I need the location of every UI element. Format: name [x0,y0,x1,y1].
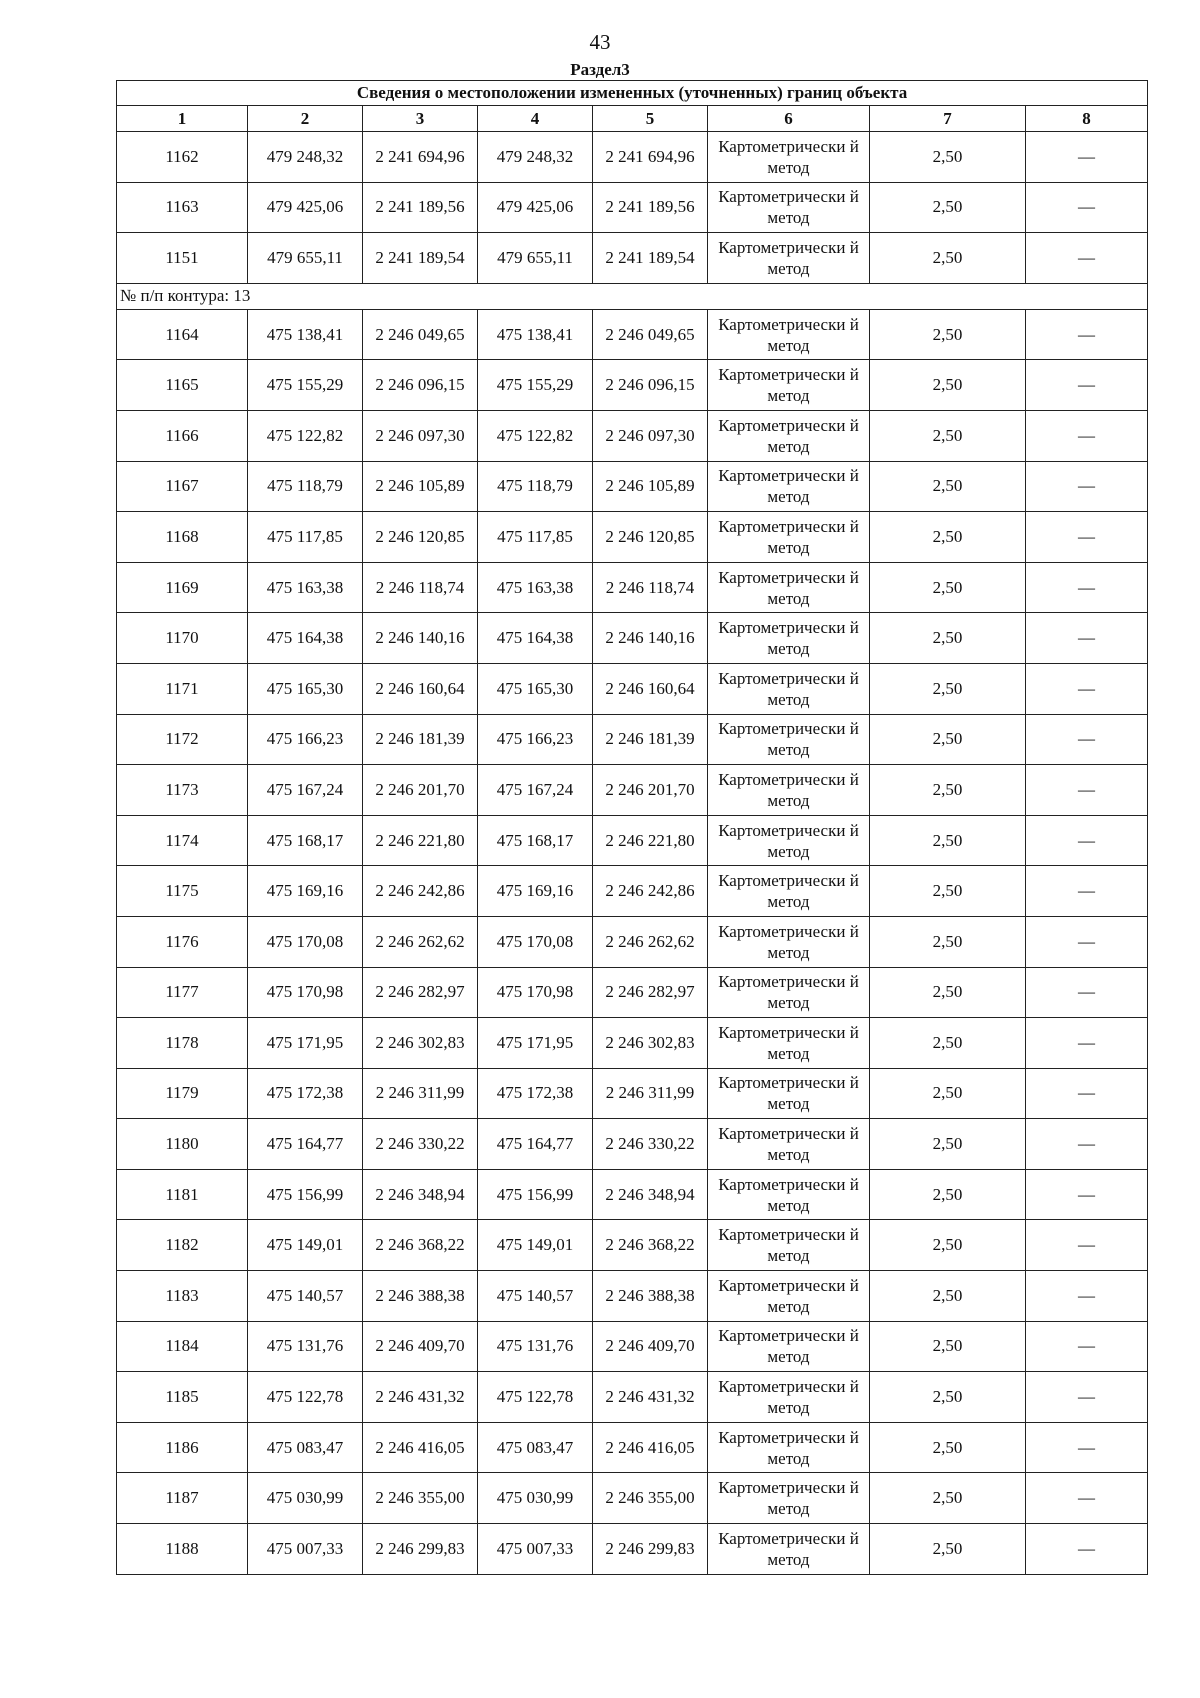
cell-x-old: 475 149,01 [248,1220,363,1271]
table-row [117,1119,1148,1170]
cell-x-old: 475 156,99 [248,1169,363,1220]
table-row [117,1524,1148,1575]
cell-y-old: 2 246 431,32 [363,1372,478,1423]
cell-accuracy: 2,50 [870,1169,1026,1220]
cell-x-old: 475 122,82 [248,410,363,461]
table-row [117,663,1148,714]
cell-point-number: 1188 [117,1524,248,1575]
cell-point-number: 1183 [117,1271,248,1322]
cell-x-old: 475 155,29 [248,360,363,411]
column-number: 6 [708,106,870,132]
cell-x-new: 475 164,77 [478,1119,593,1170]
cell-y-new: 2 241 189,56 [593,182,708,233]
cell-method: Картометрически й метод [708,866,870,917]
cell-accuracy: 2,50 [870,461,1026,512]
cell-x-new: 475 166,23 [478,714,593,765]
cell-accuracy: 2,50 [870,866,1026,917]
cell-x-old: 475 164,38 [248,613,363,664]
cell-y-new: 2 246 221,80 [593,815,708,866]
cell-x-new: 475 030,99 [478,1473,593,1524]
table-row [117,1473,1148,1524]
cell-description: — [1026,815,1148,866]
cell-accuracy: 2,50 [870,613,1026,664]
cell-x-old: 475 122,78 [248,1372,363,1423]
cell-y-new: 2 246 431,32 [593,1372,708,1423]
cell-y-new: 2 246 140,16 [593,613,708,664]
cell-accuracy: 2,50 [870,815,1026,866]
cell-accuracy: 2,50 [870,1422,1026,1473]
cell-method: Картометрически й метод [708,461,870,512]
cell-method: Картометрически й метод [708,562,870,613]
cell-description: — [1026,714,1148,765]
cell-point-number: 1179 [117,1068,248,1119]
table-row [117,360,1148,411]
cell-method: Картометрически й метод [708,309,870,360]
cell-y-old: 2 246 299,83 [363,1524,478,1575]
cell-description: — [1026,663,1148,714]
cell-y-old: 2 246 221,80 [363,815,478,866]
table-row [117,866,1148,917]
cell-y-new: 2 246 302,83 [593,1018,708,1069]
cell-method: Картометрически й метод [708,765,870,816]
cell-x-new: 475 171,95 [478,1018,593,1069]
cell-y-old: 2 246 409,70 [363,1321,478,1372]
cell-y-new: 2 246 118,74 [593,562,708,613]
cell-accuracy: 2,50 [870,360,1026,411]
cell-description: — [1026,1321,1148,1372]
cell-description: — [1026,866,1148,917]
column-number: 7 [870,106,1026,132]
cell-point-number: 1187 [117,1473,248,1524]
cell-y-old: 2 246 416,05 [363,1422,478,1473]
table-row [117,815,1148,866]
cell-x-new: 475 168,17 [478,815,593,866]
cell-y-new: 2 246 160,64 [593,663,708,714]
cell-method: Картометрически й метод [708,1169,870,1220]
cell-y-new: 2 246 097,30 [593,410,708,461]
cell-x-new: 475 140,57 [478,1271,593,1322]
cell-x-new: 475 117,85 [478,512,593,563]
cell-description: — [1026,1422,1148,1473]
cell-accuracy: 2,50 [870,512,1026,563]
cell-accuracy: 2,50 [870,233,1026,284]
cell-method: Картометрически й метод [708,1372,870,1423]
cell-method: Картометрически й метод [708,1473,870,1524]
table-row [117,1271,1148,1322]
table-row [117,1068,1148,1119]
cell-description: — [1026,1018,1148,1069]
table-row [117,233,1148,284]
cell-y-new: 2 246 409,70 [593,1321,708,1372]
cell-x-old: 479 248,32 [248,132,363,183]
cell-x-new: 475 118,79 [478,461,593,512]
cell-method: Картометрически й метод [708,1271,870,1322]
cell-y-old: 2 246 348,94 [363,1169,478,1220]
cell-x-new: 475 007,33 [478,1524,593,1575]
cell-point-number: 1178 [117,1018,248,1069]
cell-y-new: 2 246 096,15 [593,360,708,411]
cell-y-new: 2 246 388,38 [593,1271,708,1322]
cell-description: — [1026,1372,1148,1423]
cell-y-old: 2 246 355,00 [363,1473,478,1524]
cell-x-old: 475 163,38 [248,562,363,613]
cell-point-number: 1167 [117,461,248,512]
cell-point-number: 1151 [117,233,248,284]
cell-y-old: 2 246 282,97 [363,967,478,1018]
cell-description: — [1026,967,1148,1018]
cell-x-old: 475 138,41 [248,309,363,360]
table-row [117,714,1148,765]
cell-description: — [1026,512,1148,563]
cell-accuracy: 2,50 [870,132,1026,183]
cell-y-new: 2 246 311,99 [593,1068,708,1119]
cell-point-number: 1185 [117,1372,248,1423]
cell-x-new: 475 122,78 [478,1372,593,1423]
cell-y-old: 2 246 262,62 [363,916,478,967]
cell-x-old: 475 083,47 [248,1422,363,1473]
cell-y-new: 2 246 299,83 [593,1524,708,1575]
cell-method: Картометрически й метод [708,967,870,1018]
page-number: 43 [589,30,611,54]
cell-point-number: 1184 [117,1321,248,1372]
cell-x-new: 475 138,41 [478,309,593,360]
section-title: Раздел3 [570,60,630,79]
cell-accuracy: 2,50 [870,765,1026,816]
cell-x-old: 475 140,57 [248,1271,363,1322]
cell-description: — [1026,613,1148,664]
cell-x-old: 475 172,38 [248,1068,363,1119]
table-row [117,1018,1148,1069]
cell-x-new: 475 156,99 [478,1169,593,1220]
table-row [117,1169,1148,1220]
cell-method: Картометрически й метод [708,815,870,866]
column-number: 5 [593,106,708,132]
column-number: 8 [1026,106,1148,132]
cell-y-old: 2 246 160,64 [363,663,478,714]
cell-y-old: 2 246 388,38 [363,1271,478,1322]
cell-accuracy: 2,50 [870,1018,1026,1069]
cell-x-new: 475 149,01 [478,1220,593,1271]
table-row [117,562,1148,613]
cell-x-new: 475 172,38 [478,1068,593,1119]
cell-point-number: 1176 [117,916,248,967]
cell-point-number: 1162 [117,132,248,183]
cell-accuracy: 2,50 [870,1321,1026,1372]
column-number: 2 [248,106,363,132]
cell-accuracy: 2,50 [870,916,1026,967]
cell-point-number: 1182 [117,1220,248,1271]
cell-x-old: 479 425,06 [248,182,363,233]
table-row [117,461,1148,512]
cell-description: — [1026,1169,1148,1220]
cell-accuracy: 2,50 [870,1372,1026,1423]
boundary-table [116,80,1148,1575]
cell-y-new: 2 246 120,85 [593,512,708,563]
cell-x-new: 475 122,82 [478,410,593,461]
cell-y-old: 2 246 097,30 [363,410,478,461]
column-number-row [117,106,1148,132]
cell-accuracy: 2,50 [870,714,1026,765]
table-body [117,132,1148,1575]
cell-method: Картометрически й метод [708,1068,870,1119]
cell-point-number: 1163 [117,182,248,233]
table-row [117,512,1148,563]
cell-method: Картометрически й метод [708,512,870,563]
cell-y-old: 2 246 105,89 [363,461,478,512]
cell-y-old: 2 246 302,83 [363,1018,478,1069]
cell-y-new: 2 241 189,54 [593,233,708,284]
cell-point-number: 1186 [117,1422,248,1473]
cell-description: — [1026,1220,1148,1271]
cell-x-new: 475 170,08 [478,916,593,967]
cell-point-number: 1173 [117,765,248,816]
cell-x-old: 475 117,85 [248,512,363,563]
table-row [117,182,1148,233]
cell-x-old: 475 170,98 [248,967,363,1018]
cell-accuracy: 2,50 [870,562,1026,613]
table-row [117,916,1148,967]
table-row [117,1422,1148,1473]
cell-description: — [1026,410,1148,461]
cell-y-new: 2 246 348,94 [593,1169,708,1220]
cell-accuracy: 2,50 [870,1220,1026,1271]
cell-point-number: 1177 [117,967,248,1018]
cell-y-new: 2 246 201,70 [593,765,708,816]
cell-x-old: 475 131,76 [248,1321,363,1372]
cell-x-old: 475 169,16 [248,866,363,917]
cell-method: Картометрически й метод [708,1220,870,1271]
cell-accuracy: 2,50 [870,1524,1026,1575]
cell-x-new: 475 164,38 [478,613,593,664]
cell-x-new: 479 425,06 [478,182,593,233]
cell-x-new: 475 083,47 [478,1422,593,1473]
cell-description: — [1026,1473,1148,1524]
cell-y-old: 2 241 189,54 [363,233,478,284]
cell-method: Картометрически й метод [708,360,870,411]
cell-y-old: 2 246 311,99 [363,1068,478,1119]
cell-accuracy: 2,50 [870,1068,1026,1119]
cell-y-new: 2 246 416,05 [593,1422,708,1473]
table-row [117,613,1148,664]
cell-x-old: 475 168,17 [248,815,363,866]
cell-description: — [1026,182,1148,233]
table-row [117,410,1148,461]
cell-description: — [1026,562,1148,613]
cell-description: — [1026,1119,1148,1170]
cell-x-old: 475 170,08 [248,916,363,967]
cell-description: — [1026,309,1148,360]
cell-y-new: 2 241 694,96 [593,132,708,183]
cell-y-new: 2 246 330,22 [593,1119,708,1170]
contour-row [117,283,1148,309]
contour-label: № п/п контура: 13 [117,283,1148,309]
cell-accuracy: 2,50 [870,309,1026,360]
cell-x-old: 475 167,24 [248,765,363,816]
cell-x-old: 479 655,11 [248,233,363,284]
cell-y-old: 2 241 694,96 [363,132,478,183]
cell-y-new: 2 246 242,86 [593,866,708,917]
table-row [117,765,1148,816]
cell-method: Картометрически й метод [708,410,870,461]
cell-y-old: 2 241 189,56 [363,182,478,233]
cell-x-new: 475 170,98 [478,967,593,1018]
cell-description: — [1026,233,1148,284]
cell-method: Картометрически й метод [708,1119,870,1170]
cell-accuracy: 2,50 [870,182,1026,233]
cell-y-old: 2 246 242,86 [363,866,478,917]
cell-description: — [1026,1068,1148,1119]
cell-accuracy: 2,50 [870,1473,1026,1524]
cell-y-new: 2 246 262,62 [593,916,708,967]
cell-accuracy: 2,50 [870,1119,1026,1170]
cell-x-old: 475 171,95 [248,1018,363,1069]
cell-accuracy: 2,50 [870,967,1026,1018]
cell-point-number: 1164 [117,309,248,360]
cell-y-new: 2 246 368,22 [593,1220,708,1271]
cell-y-new: 2 246 355,00 [593,1473,708,1524]
column-number: 4 [478,106,593,132]
cell-point-number: 1169 [117,562,248,613]
cell-method: Картометрически й метод [708,1524,870,1575]
cell-method: Картометрически й метод [708,1321,870,1372]
table-row [117,1372,1148,1423]
cell-description: — [1026,132,1148,183]
cell-method: Картометрически й метод [708,663,870,714]
cell-point-number: 1175 [117,866,248,917]
cell-description: — [1026,461,1148,512]
column-number: 1 [117,106,248,132]
cell-method: Картометрически й метод [708,1422,870,1473]
cell-y-old: 2 246 140,16 [363,613,478,664]
cell-x-new: 475 169,16 [478,866,593,917]
cell-method: Картометрически й метод [708,714,870,765]
table-row [117,132,1148,183]
cell-y-old: 2 246 330,22 [363,1119,478,1170]
cell-description: — [1026,765,1148,816]
cell-y-new: 2 246 282,97 [593,967,708,1018]
cell-x-new: 475 165,30 [478,663,593,714]
cell-point-number: 1170 [117,613,248,664]
column-number: 3 [363,106,478,132]
cell-y-old: 2 246 120,85 [363,512,478,563]
cell-x-old: 475 118,79 [248,461,363,512]
cell-method: Картометрически й метод [708,1018,870,1069]
cell-description: — [1026,360,1148,411]
cell-y-old: 2 246 096,15 [363,360,478,411]
cell-x-old: 475 165,30 [248,663,363,714]
cell-x-new: 479 655,11 [478,233,593,284]
cell-y-new: 2 246 181,39 [593,714,708,765]
cell-x-old: 475 030,99 [248,1473,363,1524]
table-row [117,967,1148,1018]
cell-y-old: 2 246 201,70 [363,765,478,816]
cell-method: Картометрически й метод [708,613,870,664]
cell-y-old: 2 246 181,39 [363,714,478,765]
cell-y-old: 2 246 368,22 [363,1220,478,1271]
cell-description: — [1026,1524,1148,1575]
cell-accuracy: 2,50 [870,410,1026,461]
cell-y-old: 2 246 118,74 [363,562,478,613]
cell-method: Картометрически й метод [708,916,870,967]
cell-y-old: 2 246 049,65 [363,309,478,360]
cell-y-new: 2 246 105,89 [593,461,708,512]
table-row [117,309,1148,360]
cell-x-new: 475 155,29 [478,360,593,411]
cell-y-new: 2 246 049,65 [593,309,708,360]
cell-method: Картометрически й метод [708,132,870,183]
cell-x-new: 475 167,24 [478,765,593,816]
cell-point-number: 1168 [117,512,248,563]
table-row [117,1220,1148,1271]
cell-point-number: 1165 [117,360,248,411]
cell-point-number: 1171 [117,663,248,714]
cell-point-number: 1180 [117,1119,248,1170]
cell-point-number: 1174 [117,815,248,866]
cell-accuracy: 2,50 [870,663,1026,714]
cell-point-number: 1172 [117,714,248,765]
table-caption: Сведения о местоположении измененных (уточненных) границ объекта [117,81,1148,106]
cell-x-new: 479 248,32 [478,132,593,183]
cell-point-number: 1166 [117,410,248,461]
cell-x-new: 475 163,38 [478,562,593,613]
table-row [117,1321,1148,1372]
cell-method: Картометрически й метод [708,233,870,284]
cell-description: — [1026,1271,1148,1322]
cell-point-number: 1181 [117,1169,248,1220]
cell-x-old: 475 007,33 [248,1524,363,1575]
table-caption-row [117,81,1148,106]
cell-x-old: 475 166,23 [248,714,363,765]
cell-x-old: 475 164,77 [248,1119,363,1170]
cell-x-new: 475 131,76 [478,1321,593,1372]
cell-description: — [1026,916,1148,967]
cell-accuracy: 2,50 [870,1271,1026,1322]
cell-method: Картометрически й метод [708,182,870,233]
